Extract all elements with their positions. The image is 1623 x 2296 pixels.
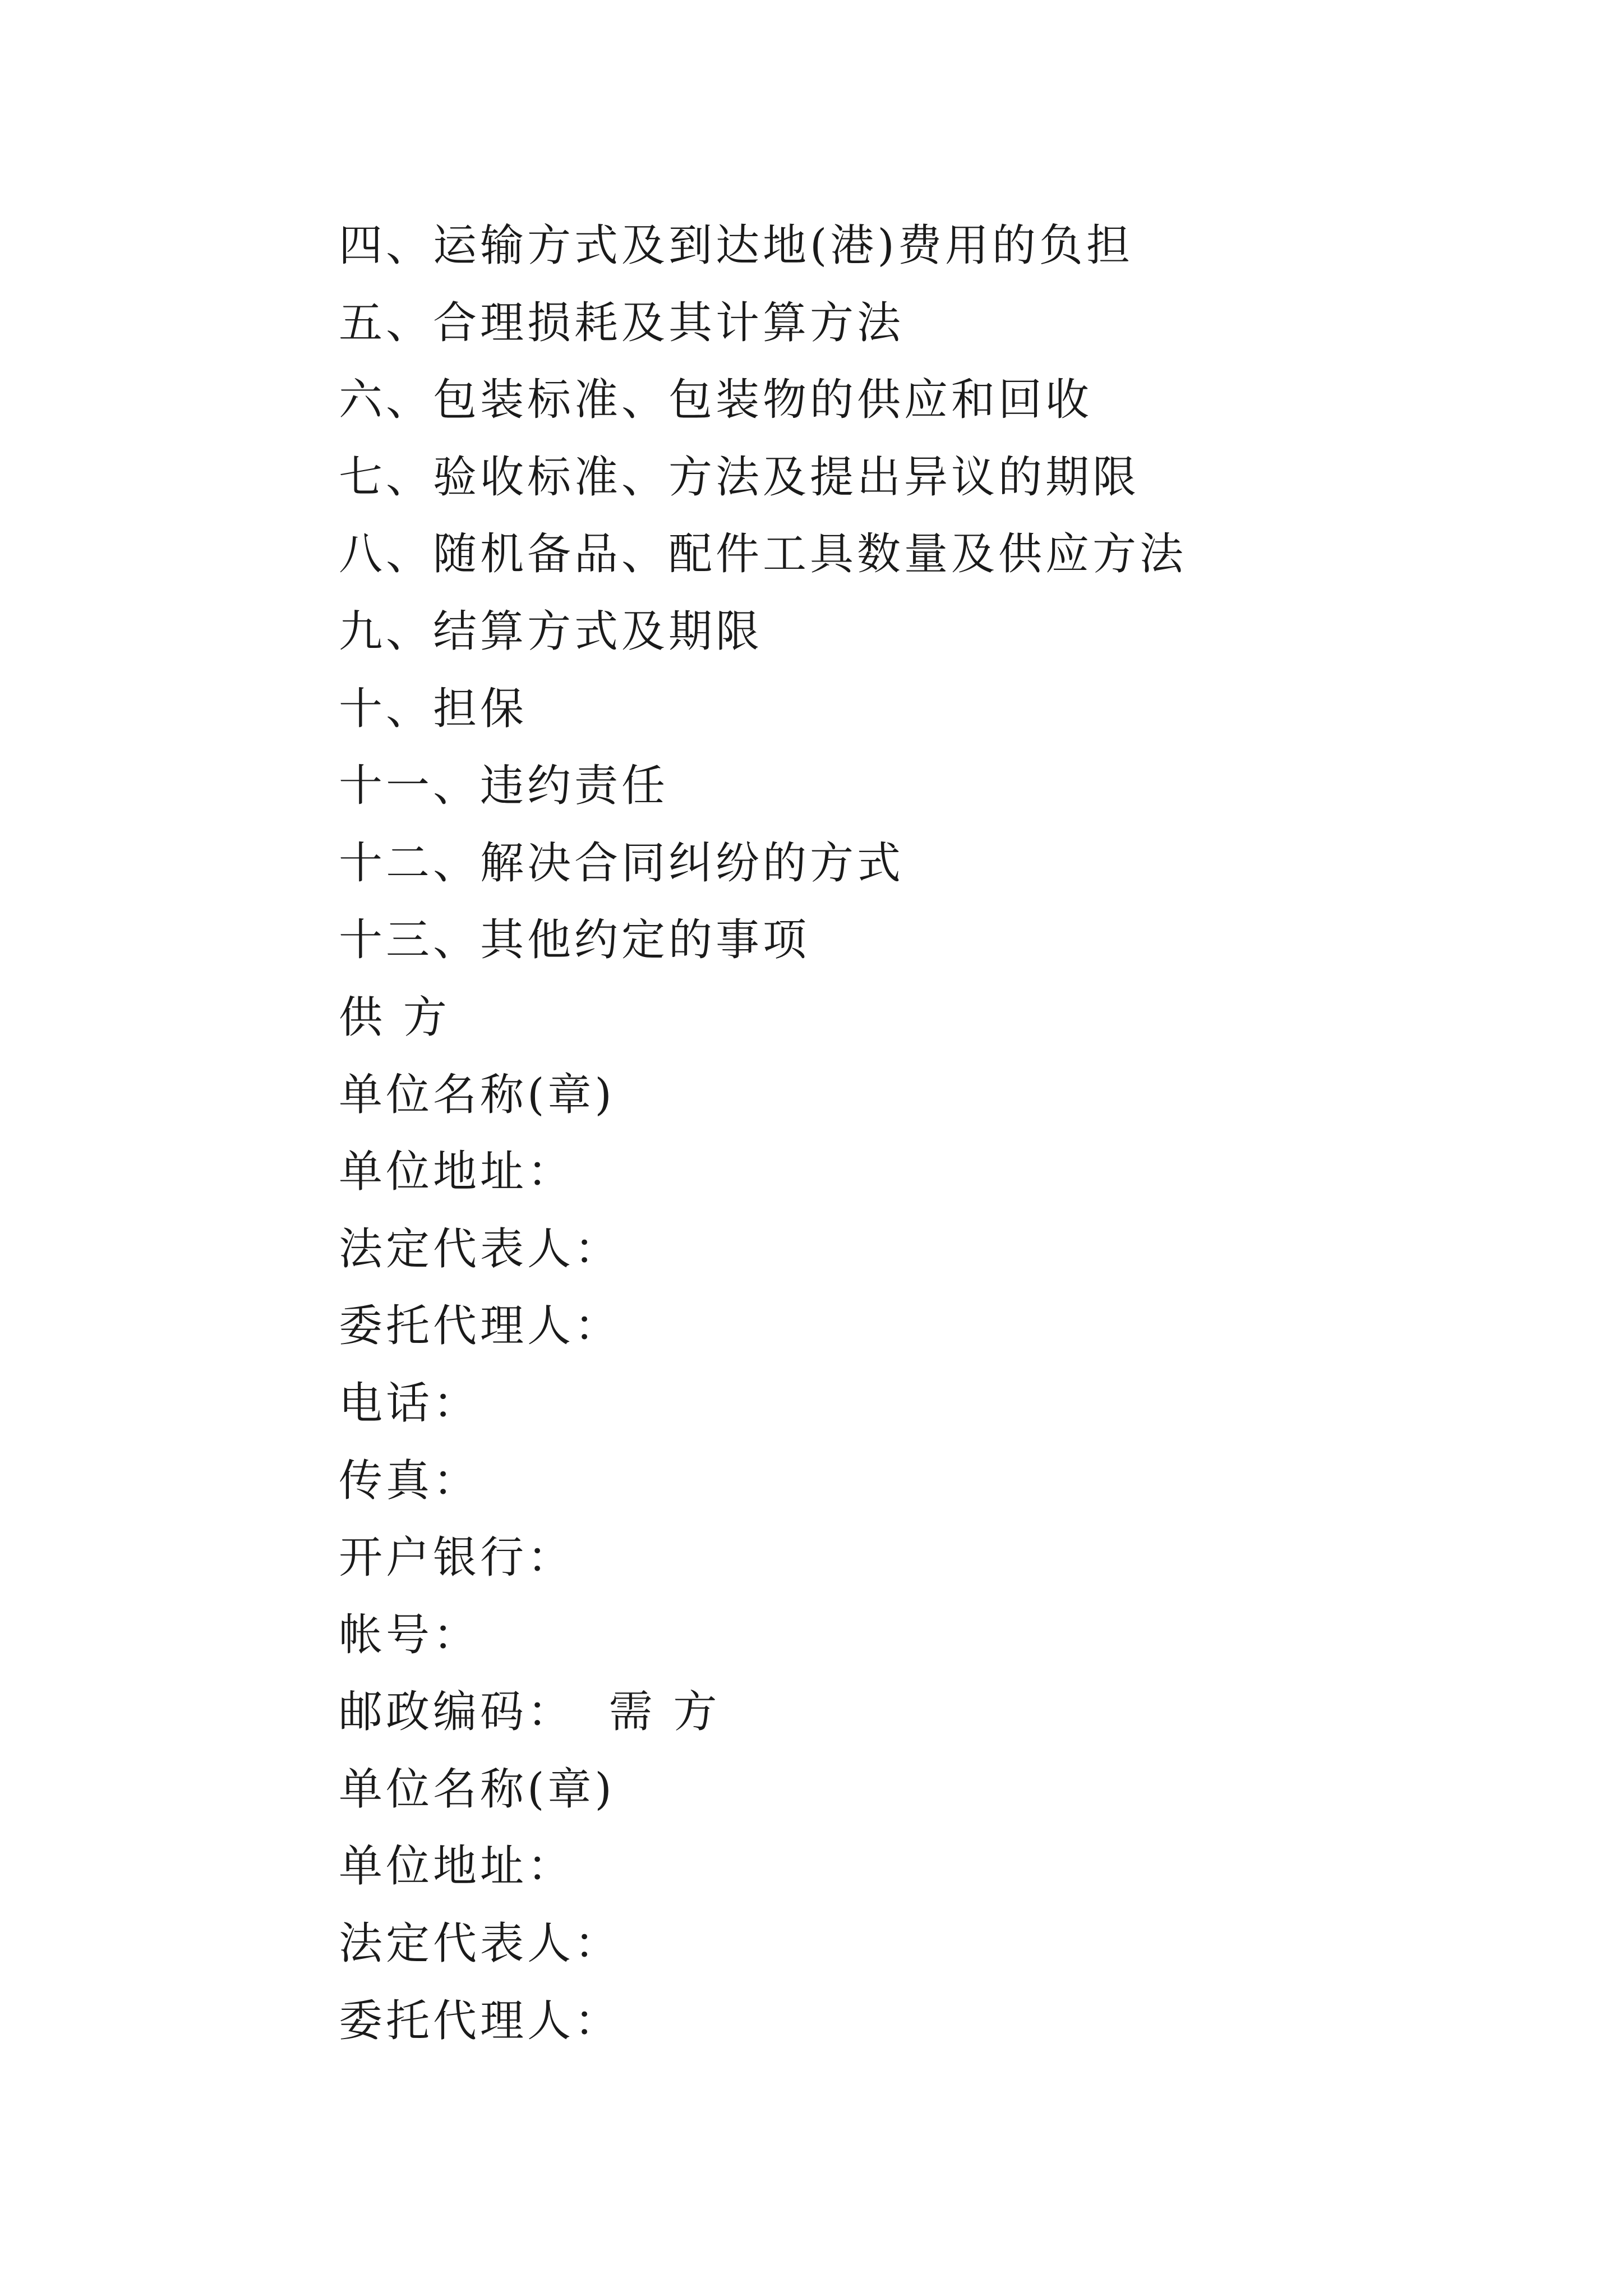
supplier-bank: 开户银行： — [339, 1533, 575, 1584]
clause-13-other: 十三、其他约定的事项 — [339, 915, 810, 966]
clause-12-dispute: 十二、解决合同纠纷的方式 — [339, 838, 905, 889]
postcode-and-buyer-heading: 邮政编码： 需 方 — [339, 1687, 721, 1738]
supplier-fax: 传真： — [339, 1455, 481, 1506]
clause-9-settlement: 九、结算方式及期限 — [339, 606, 763, 657]
clause-4-transport: 四、运输方式及到达地(港)费用的负担 — [339, 220, 1133, 271]
buyer-unit-name: 单位名称(章) — [339, 1764, 615, 1815]
supplier-account: 帐号： — [339, 1609, 481, 1660]
supplier-unit-address: 单位地址： — [339, 1147, 575, 1198]
clause-10-guarantee: 十、担保 — [339, 683, 528, 734]
document-body — [339, 208, 1516, 2060]
clause-8-spare-parts: 八、随机备品、配件工具数量及供应方法 — [339, 529, 1187, 580]
supplier-unit-name: 单位名称(章) — [339, 1069, 615, 1120]
supplier-heading: 供 方 — [339, 992, 450, 1043]
clause-11-liability: 十一、违约责任 — [339, 761, 669, 812]
supplier-agent: 委托代理人： — [339, 1301, 622, 1352]
buyer-legal-rep: 法定代表人： — [339, 1918, 622, 1970]
supplier-phone: 电话： — [339, 1378, 481, 1429]
supplier-legal-rep: 法定代表人： — [339, 1223, 622, 1274]
clause-6-packaging: 六、包装标准、包装物的供应和回收 — [339, 375, 1093, 426]
clause-5-loss: 五、合理损耗及其计算方法 — [339, 297, 905, 348]
clause-7-acceptance: 七、验收标准、方法及提出异议的期限 — [339, 452, 1140, 503]
buyer-agent: 委托代理人： — [339, 1995, 622, 2046]
buyer-unit-address: 单位地址： — [339, 1841, 575, 1892]
